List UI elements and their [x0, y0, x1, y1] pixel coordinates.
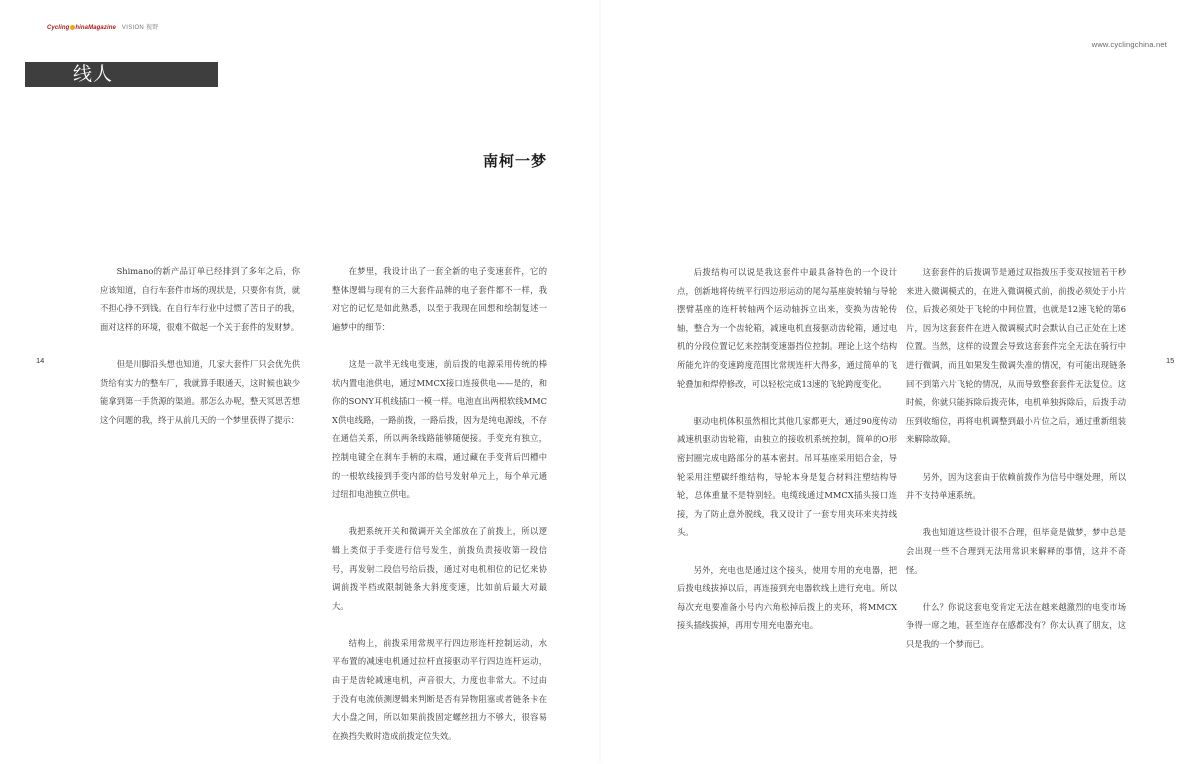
paragraph: 这是一款半无线电变速，前后拨的电源采用传统的棒状内置电池供电，通过MMCX接口连接供电——是的，和你的SONY耳机线插口一模一样。电池直出两根软线MMCX供电线路，一路前拨，一路后拨，因为是纯电源线，不存在通信关系，所以两条线路能够随便接。手变充有独立，控制电键全在刹车手柄的末端，通过藏在手变背后凹槽中的一根软线接到手变内部的信号发射单元上，每个单元通过纽扣电池独立供电。 [332, 358, 547, 500]
page-number-left: 14 [36, 356, 45, 365]
paragraph: 我也知道这些设计很不合理，但毕竟是做梦，梦中总是会出现一些不合理到无法用常识来解释的事情，这并不奇怪。 [906, 527, 1126, 575]
paragraph: 结构上，前拨采用常规平行四边形连杆控制运动，水平布置的减速电机通过拉杆直接驱动平行四边连杆运动，由于是齿轮减速电机，声音很大，力度也非常大。不过由于没有电流侦测逻辑来判断是否有异物阻塞或者链条卡在大小盘之间，所以如果前拨固定螺丝扭力不够大，很容易在换挡失败时造成前拨定位失效。 [332, 637, 547, 741]
text-column-4 [906, 263, 1126, 672]
page-number-right: 15 [1166, 356, 1175, 365]
paragraph: Shimano的新产品订单已经排到了多年之后，你应该知道，自行车套件市场的现状是，只要你有货，就不担心挣不到钱。在自行车行业中过惯了苦日子的我，面对这样的环境，很难不做起一个关于套件的发财梦。 [100, 266, 300, 332]
paragraph: 另外，因为这套由于依赖前拨作为信号中继处理，所以并不支持单速系统。 [906, 471, 1126, 501]
article-title: 南柯一梦 [483, 152, 548, 170]
text-column-2 [332, 262, 547, 764]
text-column-1 [100, 262, 300, 448]
paragraph: 后拨结构可以说是我这套件中最具备特色的一个设计点，创新地将传统平行四边形运动的尾勾基座旋转轴与导轮摆臂基座的连杆转轴两个运动轴拆立出来，变换为齿轮传轴，整合为一个齿轮箱，减速电机直接驱动齿轮箱，通过电机的分段位置记忆来控制变速器挡位控制。理论上这个结构所能允许的变速跨度范围比常规连杆大得多，通过简单的飞轮叠加和焊停修改，可以轻松完成13速的飞轮跨度变化。 [677, 267, 897, 389]
paragraph: 我把系统开关和微调开关全部放在了前拨上，所以逻辑上类似于手变进行信号发生，前拨负责接收第一段信号，再发射二段信号给后拨，通过对电机相位的记忆来协调前拨半档或限制链条大斜度变速，比如前后最大对最大。 [332, 526, 547, 611]
left-page [0, 0, 600, 763]
paragraph: 什么？你说这套电变肯定无法在越来越激烈的电变市场争得一席之地，甚至连存在感都没有？你太认真了朋友，这只是我的一个梦而已。 [906, 601, 1126, 649]
section-header-bar [25, 62, 218, 87]
paragraph: 驱动电机体积虽然相比其他几家都更大，通过90度传动减速机驱动齿轮箱，由独立的接收机系统控制，简单的O形密封圈完成电路部分的基本密封。吊耳基座采用铝合金，导轮采用注塑碳纤维结构，导轮本身是复合材料注塑结构导轮，总体重量不是特别轻。电缆线通过MMCX插头接口连接，为了防止意外脱线，我又设计了一套专用夹环来夹持线头。 [677, 415, 897, 538]
text-column-3 [677, 263, 897, 653]
right-page [600, 0, 1200, 763]
paragraph: 在梦里，我设计出了一套全新的电子变速套件，它的整体逻辑与现有的三大套件品牌的电子套件都不一样，我对它的记忆是如此熟悉，以至于我现在回想和绘制复述一遍梦中的细节： [332, 266, 547, 332]
paragraph: 这套套件的后拨调节是通过双指拨压手变双按钮若干秒来进入微调模式的，在进入微调模式前，前拨必须处于小片位，后拨必须处于飞轮的中间位置，也就是12速飞轮的第6片，因为这套套件在进入微调模式时会默认自己正处在上述位置。当然，这样的设置会导致这套套件完全无法在骑行中进行微调，而且如果发生微调失准的情况，有可能出现链条回不到第六片飞轮的情况，从而导致整套套件无法复位。这时候，你就只能拆除后拨壳体，电机单独拆除后，后拨手动压到收缩位，再将电机调整到最小片位之后，通过重新组装来解除故障。 [906, 267, 1126, 445]
paragraph: 另外，充电也是通过这个接头，使用专用的充电器，把后拨电线拔掉以后，再连接到充电器软线上进行充电。所以每次充电要准备小号内六角松掉后拨上的夹环，将MMCX接头插线拔掉，再用专用充电器充电。 [677, 564, 897, 631]
website-url: www.cyclingchina.net [1091, 40, 1167, 49]
logo-cycling-text: Cycling [47, 25, 70, 31]
logo-vision-text: VISION 视野 [121, 25, 159, 31]
logo-brand-text: hinaMagazine [75, 25, 116, 31]
section-label: 线人 [73, 63, 114, 85]
magazine-logo [47, 22, 159, 31]
paragraph: 但是川脚沿头想也知道，几家大套件厂只会优先供货给有实力的整车厂，我就算手眼通天，这时候也缺少能拿到第一手货源的渠道。那怎么办呢，整天冥思苦想这个问题的我，终于从前几天的一个梦里获得了提示： [100, 358, 300, 425]
